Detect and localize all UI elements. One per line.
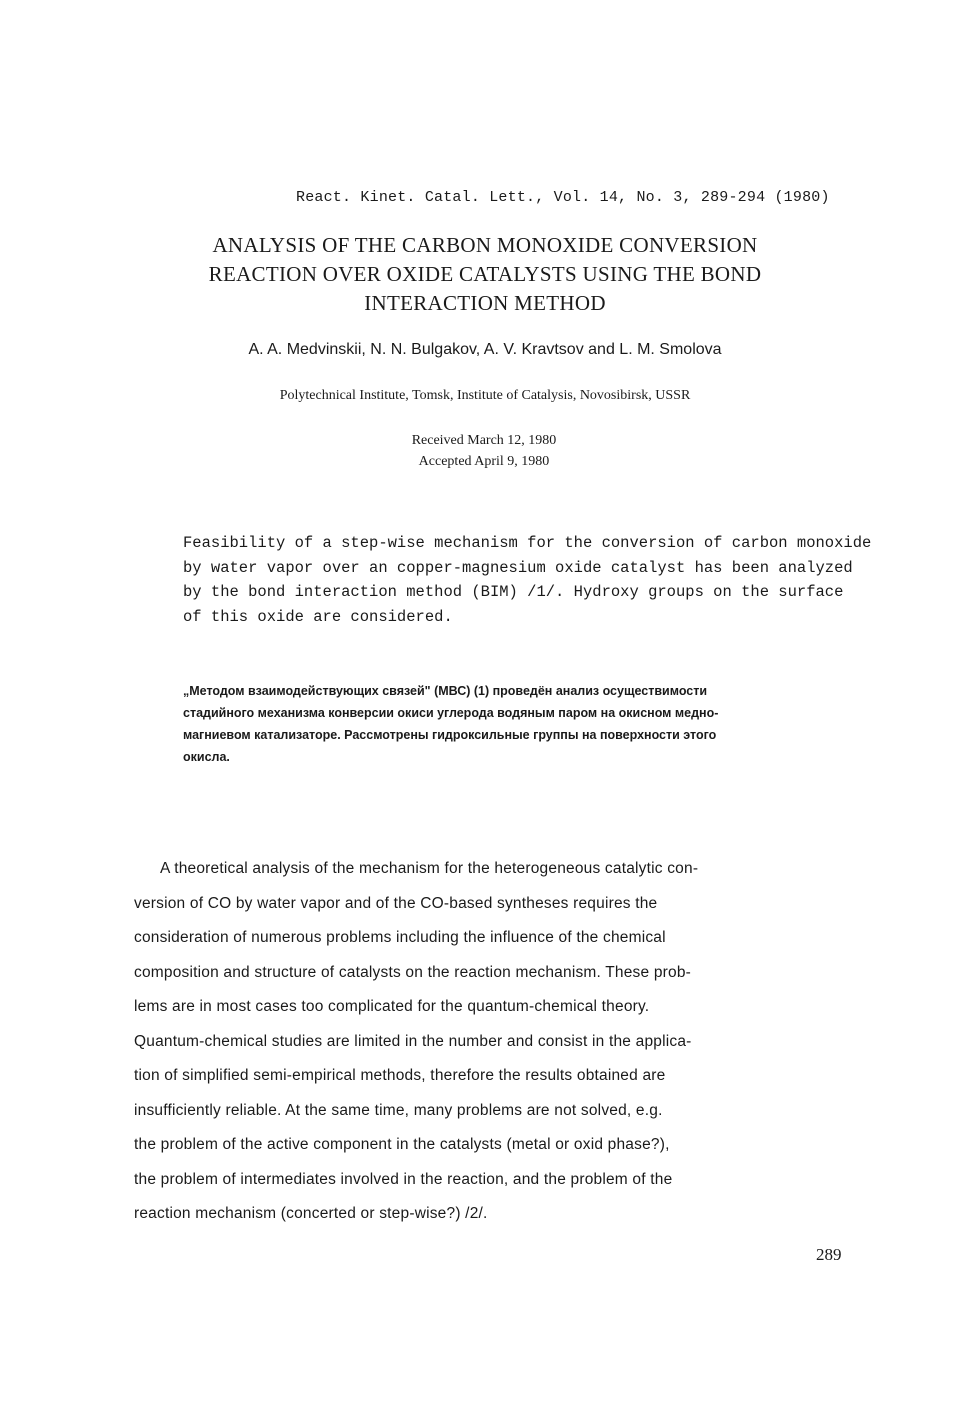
title-line: REACTION OVER OXIDE CATALYSTS USING THE BOND	[208, 262, 762, 286]
paper-title	[150, 231, 820, 318]
body-line: A theoretical analysis of the mechanism for the heterogeneous catalytic con-	[160, 860, 699, 877]
abstract-english	[183, 531, 883, 629]
body-line: Quantum-chemical studies are limited in the number and consist in the applica-	[134, 1032, 692, 1050]
page-number: 289	[816, 1245, 842, 1264]
journal-reference: React. Kinet. Catal. Lett., Vol. 14, No. 3, 289-294 (1980)	[296, 189, 830, 206]
body-line: consideration of numerous problems including the influence of the chemical	[134, 929, 666, 946]
abstract-russian	[183, 680, 873, 768]
abstract-line: окисла.	[183, 750, 230, 764]
authors: A. A. Medvinskii, N. N. Bulgakov, A. V. Kravtsov and L. M. Smolova	[248, 341, 722, 358]
body-line: reaction mechanism (concerted or step-wise?) /2/.	[134, 1205, 488, 1222]
body-line: composition and structure of catalysts on the reaction mechanism. These prob-	[134, 963, 692, 981]
abstract-line: „Методом взаимодействующих связей" (МВС) (1) проведён анализ осуществимости	[183, 684, 708, 698]
body-line: the problem of the active component in the catalysts (metal or oxid phase?),	[134, 1136, 670, 1153]
body-line: lems are in most cases too complicated for the quantum-chemical theory.	[134, 998, 650, 1015]
abstract-line: of this oxide are considered.	[183, 607, 453, 626]
title-line: INTERACTION METHOD	[364, 291, 606, 315]
affiliation: Polytechnical Institute, Tomsk, Institute of Catalysis, Novosibirsk, USSR	[279, 388, 691, 403]
body-line: tion of simplified semi-empirical methods, therefore the results obtained are	[134, 1067, 666, 1084]
abstract-line: стадийного механизма конверсии окиси углерода водяным паром на окисном медно-	[183, 706, 719, 720]
abstract-line: магниевом катализаторе. Рассмотрены гидроксильные группы на поверхности этого	[183, 728, 717, 742]
body-line: insufficiently reliable. At the same time, many problems are not solved, e.g.	[134, 1101, 663, 1119]
body-line: version of CO by water vapor and of the CO-based syntheses requires the	[134, 894, 658, 912]
title-line: ANALYSIS OF THE CARBON MONOXIDE CONVERSION	[212, 233, 758, 257]
received-date: Received March 12, 1980	[411, 433, 557, 448]
abstract-line: Feasibility of a step-wise mechanism for the conversion of carbon monoxide	[183, 534, 872, 552]
body-paragraph	[134, 852, 874, 1232]
abstract-line: by water vapor over an copper-magnesium oxide catalyst has been analyzed	[183, 558, 853, 577]
accepted-date: Accepted April 9, 1980	[418, 454, 550, 469]
abstract-line: by the bond interaction method (BIM) /1/. Hydroxy groups on the surface	[183, 583, 844, 601]
dates-block	[334, 430, 634, 472]
body-line: the problem of intermediates involved in the reaction, and the problem of the	[134, 1170, 673, 1188]
